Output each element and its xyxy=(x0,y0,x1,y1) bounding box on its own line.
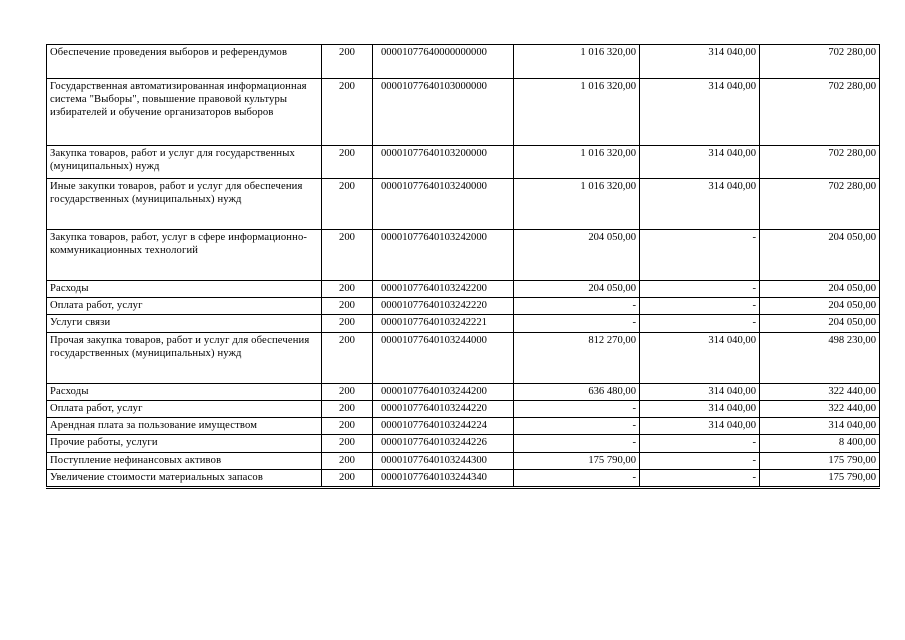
table-row xyxy=(47,332,880,383)
line-code-cell: 200 xyxy=(322,298,373,315)
approved-amount-cell: 204 050,00 xyxy=(514,281,640,298)
line-code-cell: 200 xyxy=(322,469,373,487)
classification-code-cell: 00001077640103244200 xyxy=(373,383,514,400)
table-row xyxy=(47,383,880,400)
row-name-cell: Закупка товаров, работ, услуг в сфере информационно-коммуникационных технологий xyxy=(47,230,322,281)
approved-amount-cell: 204 050,00 xyxy=(514,230,640,281)
unexecuted-amount-cell: 204 050,00 xyxy=(760,281,880,298)
approved-amount-cell: 1 016 320,00 xyxy=(514,179,640,230)
executed-amount-cell: - xyxy=(640,298,760,315)
line-code-cell: 200 xyxy=(322,79,373,146)
row-name-cell: Оплата работ, услуг xyxy=(47,298,322,315)
table-row xyxy=(47,400,880,417)
executed-amount-cell: 314 040,00 xyxy=(640,400,760,417)
table-row xyxy=(47,179,880,230)
classification-code-cell: 00001077640103240000 xyxy=(373,179,514,230)
document-page xyxy=(46,44,880,489)
unexecuted-amount-cell: 204 050,00 xyxy=(760,315,880,332)
line-code-cell: 200 xyxy=(322,418,373,435)
table-row xyxy=(47,230,880,281)
expenses-table xyxy=(46,44,880,489)
row-name-cell: Закупка товаров, работ и услуг для государственных (муниципальных) нужд xyxy=(47,146,322,179)
table-row xyxy=(47,315,880,332)
approved-amount-cell: - xyxy=(514,418,640,435)
row-name-cell: Арендная плата за пользование имуществом xyxy=(47,418,322,435)
row-name-cell: Оплата работ, услуг xyxy=(47,400,322,417)
approved-amount-cell: - xyxy=(514,298,640,315)
unexecuted-amount-cell: 498 230,00 xyxy=(760,332,880,383)
executed-amount-cell: 314 040,00 xyxy=(640,332,760,383)
classification-code-cell: 00001077640103244000 xyxy=(373,332,514,383)
unexecuted-amount-cell: 702 280,00 xyxy=(760,179,880,230)
executed-amount-cell: 314 040,00 xyxy=(640,79,760,146)
line-code-cell: 200 xyxy=(322,383,373,400)
unexecuted-amount-cell: 322 440,00 xyxy=(760,383,880,400)
row-name-cell: Прочие работы, услуги xyxy=(47,435,322,452)
row-name-cell: Расходы xyxy=(47,281,322,298)
row-name-cell: Увеличение стоимости материальных запасов xyxy=(47,469,322,487)
classification-code-cell: 00001077640103244300 xyxy=(373,452,514,469)
approved-amount-cell: 175 790,00 xyxy=(514,452,640,469)
executed-amount-cell: 314 040,00 xyxy=(640,146,760,179)
table-row xyxy=(47,281,880,298)
approved-amount-cell: 636 480,00 xyxy=(514,383,640,400)
executed-amount-cell: 314 040,00 xyxy=(640,45,760,79)
approved-amount-cell: - xyxy=(514,315,640,332)
line-code-cell: 200 xyxy=(322,281,373,298)
classification-code-cell: 00001077640103244224 xyxy=(373,418,514,435)
unexecuted-amount-cell: 702 280,00 xyxy=(760,146,880,179)
table-row xyxy=(47,45,880,79)
row-name-cell: Услуги связи xyxy=(47,315,322,332)
line-code-cell: 200 xyxy=(322,179,373,230)
classification-code-cell: 00001077640103242200 xyxy=(373,281,514,298)
table-row xyxy=(47,79,880,146)
line-code-cell: 200 xyxy=(322,452,373,469)
approved-amount-cell: - xyxy=(514,435,640,452)
executed-amount-cell: 314 040,00 xyxy=(640,383,760,400)
line-code-cell: 200 xyxy=(322,400,373,417)
classification-code-cell: 00001077640103242220 xyxy=(373,298,514,315)
unexecuted-amount-cell: 204 050,00 xyxy=(760,230,880,281)
line-code-cell: 200 xyxy=(322,435,373,452)
executed-amount-cell: 314 040,00 xyxy=(640,179,760,230)
executed-amount-cell: - xyxy=(640,230,760,281)
row-name-cell: Поступление нефинансовых активов xyxy=(47,452,322,469)
row-name-cell: Обеспечение проведения выборов и референдумов xyxy=(47,45,322,79)
unexecuted-amount-cell: 702 280,00 xyxy=(760,45,880,79)
row-name-cell: Расходы xyxy=(47,383,322,400)
approved-amount-cell: 1 016 320,00 xyxy=(514,79,640,146)
classification-code-cell: 00001077640103244220 xyxy=(373,400,514,417)
table-row xyxy=(47,418,880,435)
unexecuted-amount-cell: 175 790,00 xyxy=(760,469,880,487)
executed-amount-cell: - xyxy=(640,281,760,298)
table-row xyxy=(47,435,880,452)
classification-code-cell: 00001077640103242000 xyxy=(373,230,514,281)
unexecuted-amount-cell: 175 790,00 xyxy=(760,452,880,469)
unexecuted-amount-cell: 204 050,00 xyxy=(760,298,880,315)
unexecuted-amount-cell: 702 280,00 xyxy=(760,79,880,146)
executed-amount-cell: - xyxy=(640,315,760,332)
executed-amount-cell: - xyxy=(640,452,760,469)
approved-amount-cell: 812 270,00 xyxy=(514,332,640,383)
classification-code-cell: 00001077640103244340 xyxy=(373,469,514,487)
line-code-cell: 200 xyxy=(322,146,373,179)
row-name-cell: Иные закупки товаров, работ и услуг для обеспечения государственных (муниципальных) нужд xyxy=(47,179,322,230)
line-code-cell: 200 xyxy=(322,230,373,281)
executed-amount-cell: - xyxy=(640,469,760,487)
approved-amount-cell: - xyxy=(514,400,640,417)
unexecuted-amount-cell: 8 400,00 xyxy=(760,435,880,452)
classification-code-cell: 00001077640000000000 xyxy=(373,45,514,79)
classification-code-cell: 00001077640103200000 xyxy=(373,146,514,179)
line-code-cell: 200 xyxy=(322,332,373,383)
unexecuted-amount-cell: 314 040,00 xyxy=(760,418,880,435)
line-code-cell: 200 xyxy=(322,315,373,332)
unexecuted-amount-cell: 322 440,00 xyxy=(760,400,880,417)
row-name-cell: Прочая закупка товаров, работ и услуг для обеспечения государственных (муниципальных) нужд xyxy=(47,332,322,383)
approved-amount-cell: - xyxy=(514,469,640,487)
approved-amount-cell: 1 016 320,00 xyxy=(514,45,640,79)
executed-amount-cell: 314 040,00 xyxy=(640,418,760,435)
table-row xyxy=(47,146,880,179)
executed-amount-cell: - xyxy=(640,435,760,452)
approved-amount-cell: 1 016 320,00 xyxy=(514,146,640,179)
table-row xyxy=(47,298,880,315)
classification-code-cell: 00001077640103242221 xyxy=(373,315,514,332)
classification-code-cell: 00001077640103244226 xyxy=(373,435,514,452)
table-row xyxy=(47,452,880,469)
classification-code-cell: 00001077640103000000 xyxy=(373,79,514,146)
table-row xyxy=(47,469,880,487)
line-code-cell: 200 xyxy=(322,45,373,79)
row-name-cell: Государственная автоматизированная информационная система "Выборы", повышение правовой культуры избирателей и обучение организаторов выборов xyxy=(47,79,322,146)
